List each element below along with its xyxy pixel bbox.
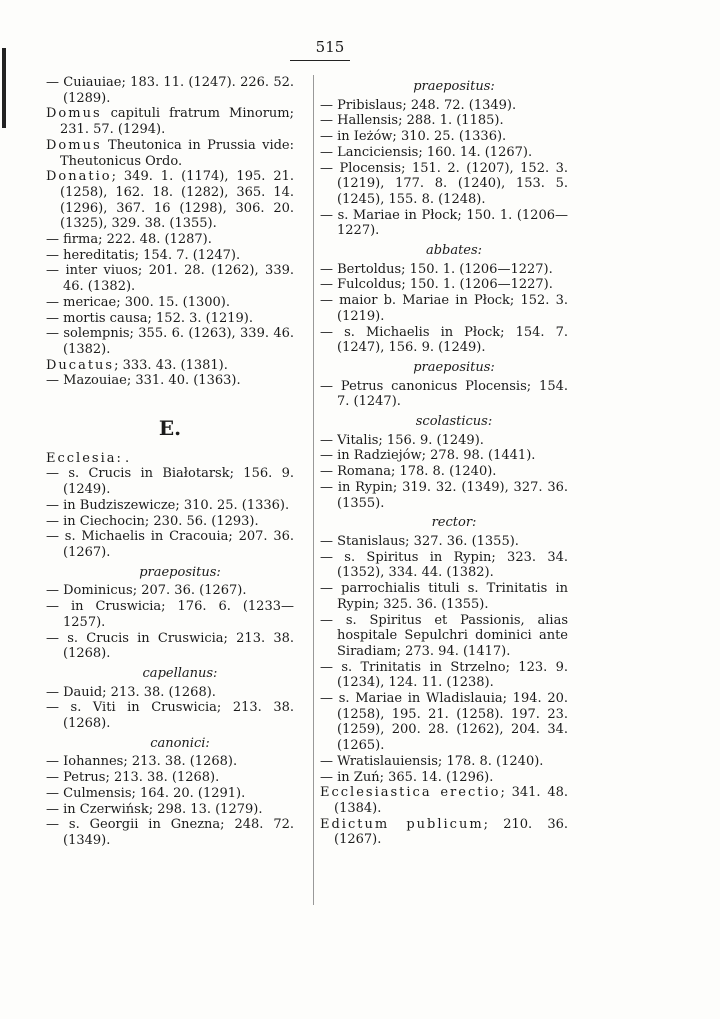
index-entry: — s. Michaelis in Cracouia; 207. 36. (1267).	[46, 529, 294, 560]
subheading: capellanus:	[142, 665, 218, 681]
headword: Ecclesia	[46, 450, 117, 466]
index-entry: — s. Viti in Cruswicia; 213. 38. (1268).	[46, 700, 294, 732]
index-entry: — Dauid; 213. 38. (1268).	[46, 684, 216, 700]
index-entry: — Iohannes; 213. 38. (1268).	[46, 754, 238, 770]
left-column	[46, 75, 294, 849]
index-entry: — s. Crucis in Cruswicia; 213. 38. (1268).	[46, 630, 294, 662]
index-entry: — in Rypin; 319. 32. (1349), 327. 36. (1355).	[320, 479, 568, 511]
headword-references: capituli fratrum Minorum; 231. 57. (1294).	[60, 106, 294, 138]
index-entry: — maior b. Mariae in Płock; 152. 3. (1219).	[320, 293, 568, 324]
headword: Ducatus	[46, 357, 115, 373]
index-entry: — s. Crucis in Białotarsk; 156. 9. (1249).	[46, 466, 294, 498]
header-rule	[290, 60, 350, 61]
index-entry: — Dominicus; 207. 36. (1267).	[46, 583, 247, 599]
headword-references: : .	[116, 450, 130, 466]
subheading: praepositus:	[139, 564, 221, 580]
headword: Domus	[46, 137, 102, 153]
index-entry: — s. Spiritus in Rypin; 323. 34. (1352), 334. 44. (1382).	[320, 549, 568, 581]
subheading: praepositus:	[413, 79, 495, 94]
index-entry: — Stanislaus; 327. 36. (1355).	[320, 533, 519, 549]
right-column	[320, 75, 568, 848]
index-entry: — s. Michaelis in Płock; 154. 7. (1247), 156. 9. (1249).	[320, 324, 568, 356]
index-entry: — in Zuń; 365. 14. (1296).	[320, 769, 494, 785]
index-headword-entry	[46, 106, 294, 137]
index-entry: — hereditatis; 154. 7. (1247).	[46, 247, 241, 263]
index-entry: — Vitalis; 156. 9. (1249).	[320, 432, 484, 448]
index-entry: — Mazouiae; 331. 40. (1363).	[46, 373, 241, 389]
subheading: rector:	[431, 515, 477, 531]
index-entry: — Bertoldus; 150. 1. (1206—1227).	[320, 261, 553, 277]
index-entry: — Plocensis; 151. 2. (1207), 152. 3. (1219), 177. 8. (1240), 153. 5. (1245), 155. 8. (1248).	[320, 160, 568, 207]
index-entry: — in Czerwińsk; 298. 13. (1279).	[46, 801, 263, 817]
index-entry: — firma; 222. 48. (1287).	[46, 232, 212, 248]
headword-references: ; 349. 1. (1174), 195. 21. (1258), 162. 18. (1282), 365. 14. (1296), 367. 16 (1298), 306. 20. (1325), 329. 38. (1355).	[60, 169, 294, 232]
index-headword-entry	[46, 451, 294, 467]
index-entry: — s. Mariae in Wladislauia; 194. 20. (1258), 195. 21. (1258). 197. 23. (1259), 200. 28. (1262), 204. 34. (1265).	[320, 691, 568, 754]
headword: Ecclesiastica erectio	[320, 785, 501, 801]
index-entry: — in Ieżów; 310. 25. (1336).	[320, 129, 507, 145]
index-headword-entry	[320, 785, 568, 816]
index-entry: — mortis causa; 152. 3. (1219).	[46, 310, 253, 326]
index-entry: — in Ciechocin; 230. 56. (1293).	[46, 513, 259, 529]
index-headword-entry	[46, 169, 294, 232]
index-entry: — Wratislauiensis; 178. 8. (1240).	[320, 753, 544, 769]
index-entry: — Cuiauiae; 183. 11. (1247). 226. 52. (1289).	[46, 75, 294, 106]
headword: Domus	[46, 106, 102, 122]
index-entry: — Pribislaus; 248. 72. (1349).	[320, 97, 517, 113]
headword-references: ; 210. 36. (1267).	[334, 816, 568, 848]
page-number: 515	[315, 38, 345, 56]
headword-references: Theutonica in Prussia vide: Theutonicus Ordo.	[60, 137, 294, 169]
index-headword-entry	[46, 138, 294, 169]
index-entry: — in Cruswicia; 176. 6. (1233—1257).	[46, 599, 294, 630]
index-entry: — in Radziejów; 278. 98. (1441).	[320, 448, 536, 464]
subheading: abbates:	[425, 243, 483, 259]
index-entry: — Petrus; 213. 38. (1268).	[46, 770, 220, 786]
headword: Edictum publicum	[320, 816, 484, 832]
subheading: scolasticus:	[415, 414, 493, 430]
index-entry: — s. Trinitatis in Strzelno; 123. 9. (1234), 124. 11. (1238).	[320, 659, 568, 691]
headword-references: ; 333. 43. (1381).	[114, 357, 228, 373]
index-entry: — mericae; 300. 15. (1300).	[46, 294, 231, 310]
index-headword-entry	[320, 817, 568, 848]
subheading: praepositus:	[413, 359, 495, 375]
section-letter: E.	[158, 416, 182, 441]
index-entry: — solempnis; 355. 6. (1263), 339. 46. (1382).	[46, 326, 294, 357]
index-entry: — parrochialis tituli s. Trinitatis in Rypin; 325. 36. (1355).	[320, 581, 568, 612]
headword-references: ; 341. 48. (1384).	[334, 785, 568, 816]
index-entry: — s. Spiritus et Passionis, alias hospitale Sepulchri dominici ante Siradiam; 273. 94. (1417).	[320, 612, 568, 659]
index-entry: — Fulcoldus; 150. 1. (1206—1227).	[320, 277, 553, 293]
index-entry: — Lanciciensis; 160. 14. (1267).	[320, 144, 533, 160]
index-entry: — in Budziszewicze; 310. 25. (1336).	[46, 497, 290, 513]
index-entry: — Culmensis; 164. 20. (1291).	[46, 785, 246, 801]
index-entry: — s. Georgii in Gnezna; 248. 72. (1349).	[46, 817, 294, 848]
subheading: canonici:	[150, 735, 210, 751]
margin-mark	[2, 48, 6, 128]
index-entry: — s. Mariae in Płock; 150. 1. (1206—1227).	[320, 207, 568, 239]
column-divider	[313, 75, 314, 905]
index-headword-entry	[46, 358, 294, 374]
headword: Donatio	[46, 169, 112, 185]
index-entry: — Romana; 178. 8. (1240).	[320, 464, 497, 480]
index-entry: — inter viuos; 201. 28. (1262), 339. 46. (1382).	[46, 263, 294, 295]
index-entry: — Petrus canonicus Plocensis; 154. 7. (1247).	[320, 378, 568, 410]
index-entry: — Hallensis; 288. 1. (1185).	[320, 113, 504, 129]
